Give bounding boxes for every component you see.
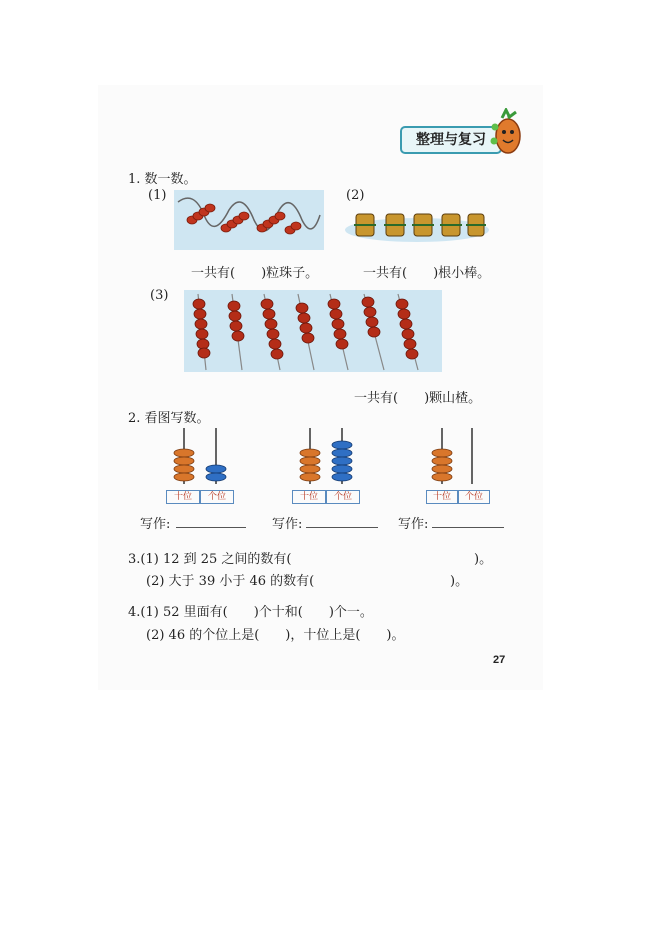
q3-line1-end: )。	[474, 552, 493, 567]
beads-on-string-image	[174, 190, 324, 250]
abacus-2	[292, 426, 364, 504]
beads-panel	[174, 190, 324, 250]
abacus-3-beads	[426, 426, 490, 486]
hawthorn-panel	[184, 290, 442, 372]
write-label-1: 写作:	[140, 517, 171, 532]
answer-line-2[interactable]	[306, 527, 378, 528]
q3-line2-end: )。	[450, 574, 469, 589]
q2-title: 2. 看图写数。	[128, 411, 210, 426]
ones-label: 个位	[326, 490, 360, 504]
q4-line2: (2) 46 的个位上是( )，十位上是( )。	[146, 628, 405, 643]
tens-label: 十位	[166, 490, 200, 504]
section-badge: 整理与复习	[400, 126, 502, 154]
abacus-1	[166, 426, 238, 504]
q1-part1-text: 一共有( )粒珠子。	[191, 266, 319, 281]
q3-line2: (2) 大于 39 小于 46 的数有(	[146, 574, 315, 589]
abacus-2-beads	[292, 426, 364, 486]
tens-label: 十位	[426, 490, 458, 504]
write-label-3: 写作:	[398, 517, 429, 532]
q4-line1: 4.(1) 52 里面有( )个十和( )个一。	[128, 605, 373, 620]
stick-bundles-image	[344, 208, 490, 244]
hawthorn-skewers-image	[184, 290, 442, 372]
abacus-3	[426, 426, 490, 504]
tens-label: 十位	[292, 490, 326, 504]
page-number: 27	[493, 654, 506, 666]
ones-label: 个位	[458, 490, 490, 504]
ones-label: 个位	[200, 490, 234, 504]
q3-line1: 3.(1) 12 到 25 之间的数有(	[128, 552, 292, 567]
carrot-mascot-icon	[488, 108, 528, 158]
abacus-1-beads	[166, 426, 238, 486]
q1-part2-text: 一共有( )根小棒。	[363, 266, 491, 281]
q1-part2-label: (2)	[346, 188, 365, 203]
q1-part1-label: (1)	[148, 188, 167, 203]
q1-title: 1. 数一数。	[128, 172, 197, 187]
q1-part3-label: (3)	[150, 288, 169, 303]
q1-part3-text: 一共有( )颗山楂。	[354, 391, 482, 406]
answer-line-1[interactable]	[176, 527, 246, 528]
answer-line-3[interactable]	[432, 527, 504, 528]
write-label-2: 写作:	[272, 517, 303, 532]
